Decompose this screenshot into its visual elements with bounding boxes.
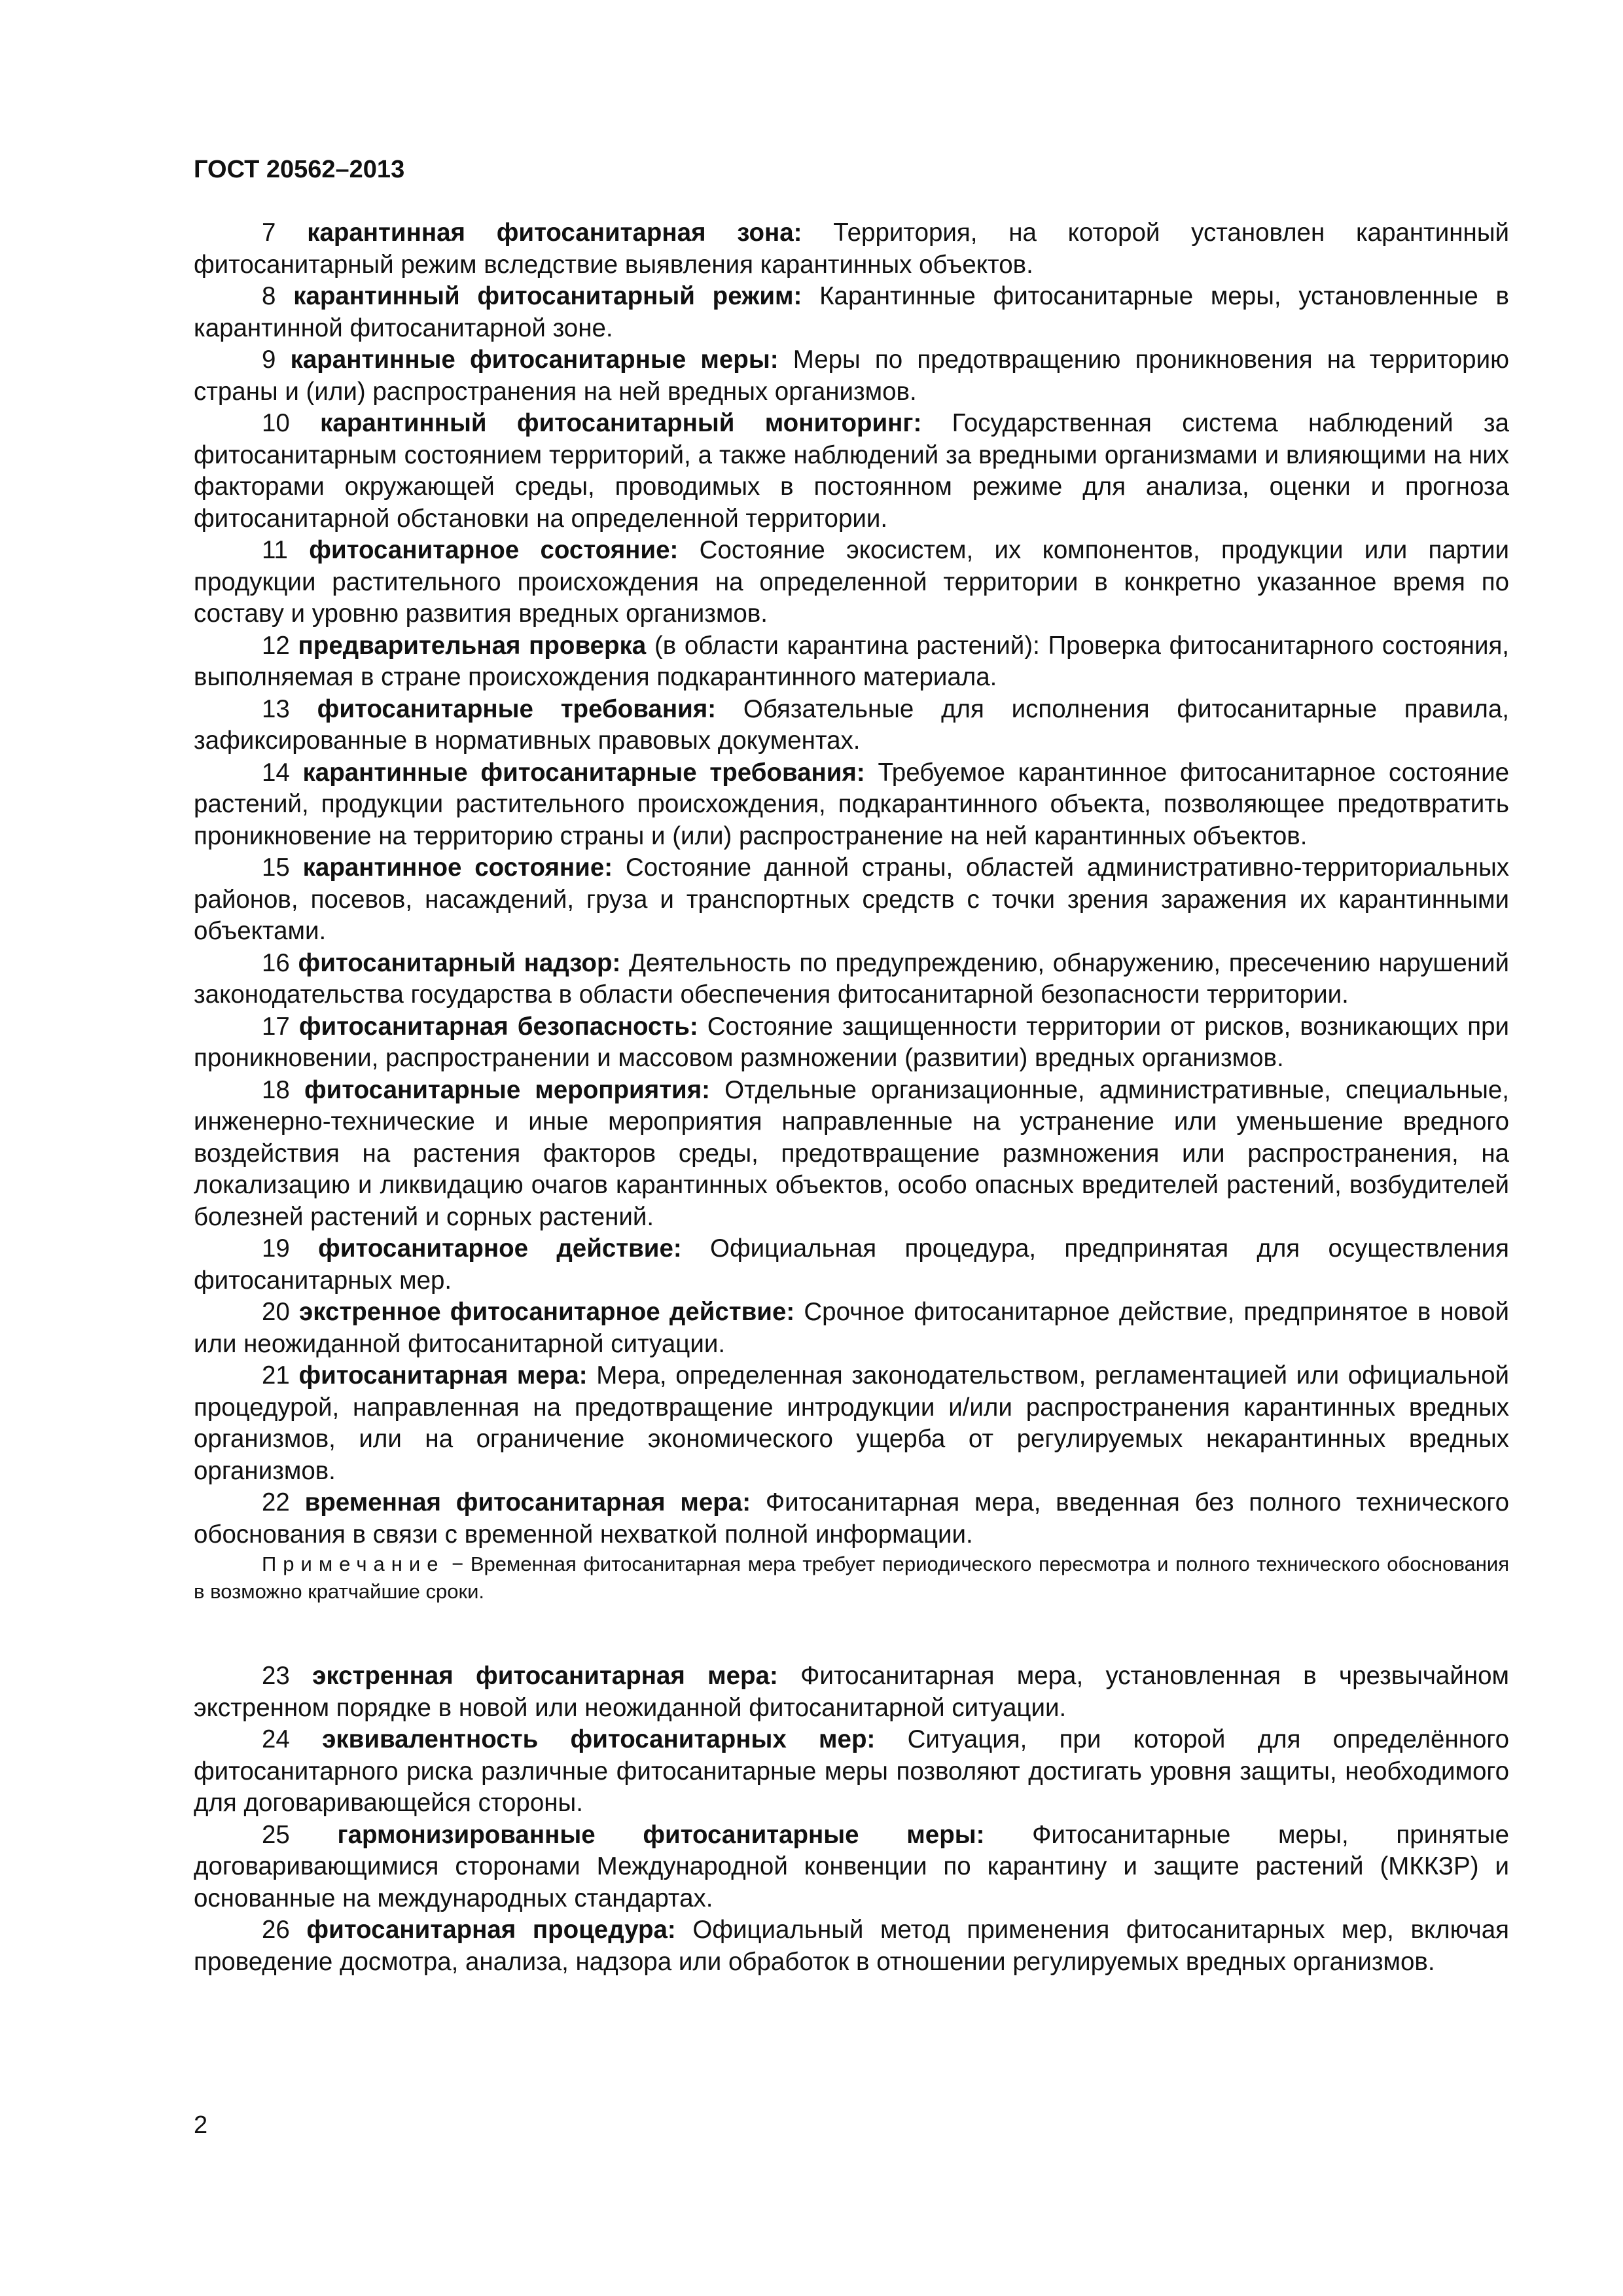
- term-entry: [194, 694, 1509, 757]
- term-definition: Требуемое карантинное фитосанитарное состояние растений, продукции растительного происхождения, подкарантинного объекта, позволяющее предотвратить проникновение на территорию страны и (или) распространение на ней карантинных объектов.: [194, 758, 1509, 850]
- terms-group-after-note: [194, 1660, 1509, 1978]
- term-entry: [194, 344, 1509, 408]
- term-definition: Деятельность по предупреждению, обнаружению, пресечению нарушений законодательства государства в области обеспечения фитосанитарной безопасности территории.: [194, 948, 1510, 1009]
- term-name: карантинные фитосанитарные требования:: [302, 758, 865, 787]
- term-entry: [194, 852, 1509, 948]
- term-entry: [194, 1011, 1509, 1075]
- note-spacing: [194, 1605, 1509, 1660]
- term-name: эквивалентность фитосанитарных мер:: [322, 1725, 876, 1753]
- term-definition: Фитосанитарная мера, установленная в чрезвычайном экстренном порядке в новой или неожиданной фитосанитарной ситуации.: [194, 1662, 1509, 1722]
- term-entry: [194, 1660, 1509, 1724]
- term-definition: Состояние данной страны, областей административно-территориальных районов, посевов, насаждений, груза и транспортных средств с точки зрения заражения их карантинными объектами.: [194, 853, 1509, 945]
- term-entry: [194, 1075, 1509, 1234]
- term-definition: Отдельные организационные, административные, специальные, инженерно-технические и иные мероприятия направленные на устранение или уменьшение вредного воздействия на растения факторов среды, предотвращение размножения или распространения, на локализацию и ликвидацию очагов карантинных объектов, особо опасных вредителей растений, возбудителей болезней растений и сорных растений.: [194, 1075, 1509, 1231]
- term-definition: Фитосанитарные меры, принятые договаривающимися сторонами Международной конвенции по карантину и защите растений (МККЗР) и основанные на международных стандартах.: [194, 1820, 1510, 1912]
- term-entry: [194, 1297, 1509, 1360]
- term-number: 21: [262, 1361, 290, 1390]
- term-entry: [194, 217, 1509, 281]
- term-name: экстренное фитосанитарное действие:: [298, 1298, 795, 1326]
- term-name: фитосанитарная процедура:: [306, 1916, 676, 1944]
- term-definition: Срочное фитосанитарное действие, предпринятое в новой или неожиданной фитосанитарной ситуации.: [194, 1298, 1509, 1358]
- term-definition: Ситуация, при которой для определённого фитосанитарного риска различные фитосанитарные меры позволяют достигать уровня защиты, необходимого для договаривающейся стороны.: [194, 1725, 1510, 1817]
- term-name: экстренная фитосанитарная мера:: [312, 1662, 778, 1690]
- note: [194, 1551, 1509, 1605]
- term-definition: Территория, на которой установлен карантинный фитосанитарный режим вследствие выявления карантинных объектов.: [194, 219, 1509, 279]
- term-definition: Фитосанитарная мера, введенная без полного технического обоснования в связи с временной нехваткой полной информации.: [194, 1488, 1510, 1549]
- term-number: 11: [262, 536, 288, 564]
- term-definition: Официальный метод применения фитосанитарных мер, включая проведение досмотра, анализа, надзора или обработок в отношении регулируемых вредных организмов.: [194, 1916, 1509, 1976]
- term-definition: Состояние экосистем, их компонентов, продукции или партии продукции растительного происхождения на определенной территории в конкретно указанное время по составу и уровню развития вредных организмов.: [194, 536, 1510, 628]
- term-entry: [194, 948, 1509, 1011]
- term-name: карантинное состояние:: [302, 853, 613, 882]
- term-definition: Карантинные фитосанитарные меры, установленные в карантинной фитосанитарной зоне.: [194, 282, 1509, 342]
- term-name: фитосанитарный надзор:: [298, 948, 621, 977]
- term-entry: [194, 1487, 1509, 1551]
- term-name: фитосанитарное действие:: [318, 1234, 682, 1263]
- term-number: 26: [262, 1916, 290, 1944]
- term-definition: Мера, определенная законодательством, регламентацией или официальной процедурой, направленная на предотвращение интродукции и/или распространения карантинных вредных организмов, или на ограничение экономического ущерба от регулируемых некарантинных вредных организмов.: [194, 1361, 1510, 1485]
- term-name: фитосанитарное состояние:: [309, 536, 679, 564]
- page-number: 2: [194, 2111, 208, 2139]
- term-entry: [194, 1914, 1509, 1978]
- term-number: 23: [262, 1662, 290, 1690]
- terms-group-before-note: [194, 217, 1509, 1551]
- term-name: карантинная фитосанитарная зона:: [307, 219, 802, 247]
- term-name: фитосанитарная мера:: [298, 1361, 588, 1390]
- term-number: 12: [262, 631, 290, 660]
- term-number: 15: [262, 853, 290, 882]
- term-number: 10: [262, 409, 290, 437]
- term-number: 22: [262, 1488, 290, 1516]
- term-number: 14: [262, 758, 290, 787]
- term-entry: [194, 757, 1509, 853]
- term-definition: Официальная процедура, предпринятая для осуществления фитосанитарных мер.: [194, 1234, 1509, 1295]
- term-entry: [194, 1820, 1509, 1915]
- term-number: 9: [262, 346, 276, 374]
- term-number: 16: [262, 948, 290, 977]
- term-entry: [194, 535, 1509, 630]
- note-label: Примечание: [262, 1552, 445, 1575]
- term-entry: [194, 1360, 1509, 1487]
- term-number: 24: [262, 1725, 290, 1753]
- term-entry: [194, 1233, 1509, 1297]
- term-name: карантинный фитосанитарный режим:: [293, 282, 802, 310]
- term-number: 19: [262, 1234, 290, 1263]
- term-number: 18: [262, 1075, 290, 1104]
- term-entry: [194, 630, 1509, 694]
- term-entry: [194, 1724, 1509, 1820]
- term-name: фитосанитарные требования:: [317, 694, 717, 723]
- term-name: временная фитосанитарная мера:: [304, 1488, 751, 1516]
- term-number: 20: [262, 1298, 290, 1326]
- note-text: − Временная фитосанитарная мера требует периодического пересмотра и полного технического обоснования в возможно кратчайшие сроки.: [194, 1552, 1509, 1603]
- terms-list: [194, 217, 1509, 1978]
- term-name: карантинные фитосанитарные меры:: [290, 346, 779, 374]
- term-definition: Государственная система наблюдений за фитосанитарным состоянием территорий, а также наблюдений за вредными организмами и влияющими на них факторами окружающей среды, проводимых в постоянном режиме для анализа, оценки и прогноза фитосанитарной обстановки на определенной территории.: [194, 409, 1509, 533]
- term-number: 8: [262, 282, 276, 310]
- term-definition: Меры по предотвращению проникновения на территорию страны и (или) распространения на ней вредных организмов.: [194, 346, 1509, 406]
- term-name: фитосанитарные мероприятия:: [304, 1075, 710, 1104]
- standard-designation: ГОСТ 20562–2013: [194, 156, 405, 183]
- term-name: карантинный фитосанитарный мониторинг:: [320, 409, 922, 437]
- term-definition: (в области карантина растений): Проверка фитосанитарного состояния, выполняемая в стране происхождения подкарантинного материала.: [194, 631, 1509, 691]
- term-entry: [194, 408, 1509, 535]
- term-name: фитосанитарная безопасность:: [298, 1012, 698, 1041]
- term-definition: Обязательные для исполнения фитосанитарные правила, зафиксированные в нормативных правовых документах.: [194, 694, 1509, 755]
- term-number: 7: [262, 219, 276, 247]
- term-number: 25: [262, 1820, 290, 1849]
- term-name: предварительная проверка: [298, 631, 647, 660]
- term-number: 17: [262, 1012, 290, 1041]
- term-number: 13: [262, 694, 290, 723]
- term-name: гармонизированные фитосанитарные меры:: [337, 1820, 985, 1849]
- term-definition: Состояние защищенности территории от рисков, возникающих при проникновении, распространении и массовом размножении (развитии) вредных организмов.: [194, 1012, 1509, 1072]
- term-entry: [194, 281, 1509, 344]
